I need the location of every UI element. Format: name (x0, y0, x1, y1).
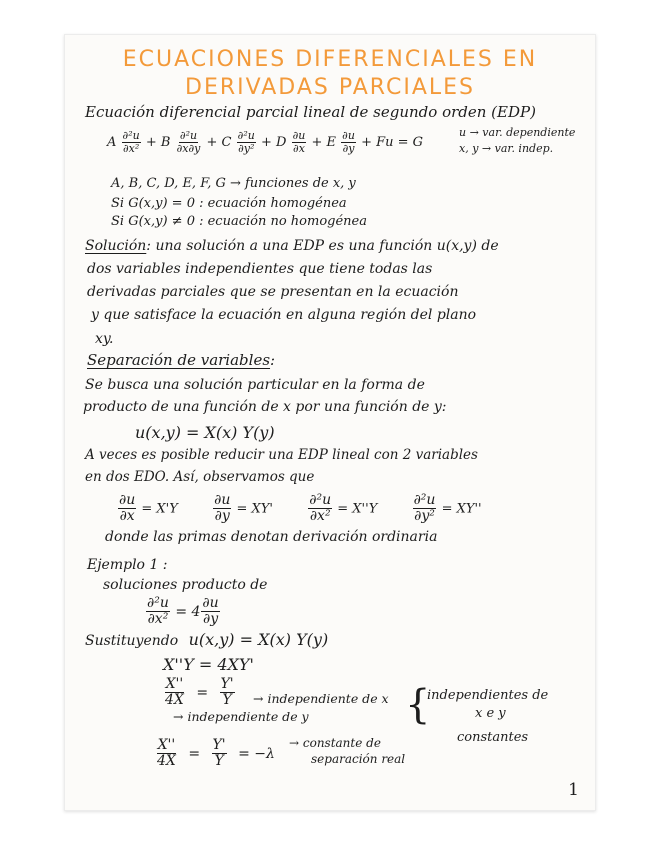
main-equation (107, 130, 423, 155)
solucion-label: Solución (85, 238, 147, 254)
deriv-uxx: $\frac{\text{∂²u}}{\text{∂x²}}$ (309, 492, 332, 525)
fraction-3: $\frac{\text{∂²u}}{\text{∂y²}}$ (237, 129, 255, 156)
deriv-uy: $\frac{\partial u}{\partial y}$ (214, 492, 231, 525)
fraction-1: $\frac{\text{∂²u}}{\text{∂x²}}$ (122, 129, 140, 156)
separacion-heading: Separación de variables: (87, 351, 276, 369)
reduce-text-1: A veces es posible reducir una EDP lineal con 2 variables (85, 447, 478, 463)
fraction-5: $\frac{\partial u}{\partial y}$ (342, 129, 355, 156)
constant-separation-2: separación real (311, 752, 406, 766)
solucion-paragraph-line-5: xy. (95, 331, 114, 347)
separation-equation: $\frac{X''}{4X}$ = $\frac{Y'}{Y}$ = −λ (157, 737, 275, 770)
coef-b: + B (145, 135, 171, 151)
derivatives-row: $\frac{\partial u}{\partial x}$ = X'Y $\frac{\partial u}{\partial y}$ = XY' $\frac{\text{∂²u}}{\text{∂x²}}$ = X''Y $\frac{\text{∂²u}}{\text{∂y²}}$ = XY'' (119, 492, 482, 525)
separacion-text-1: Se busca una solución particular en la forma de (85, 377, 425, 393)
solucion-paragraph-line-3: derivadas parciales que se presentan en la ecuación (87, 284, 459, 300)
substitution-line (85, 632, 328, 648)
ratio-equation: $\frac{X''}{4X}$ = $\frac{Y'}{Y}$ (165, 676, 234, 709)
sust-equation: u(x,y) = X(x) Y(y) (188, 630, 329, 649)
ejemplo-label: Ejemplo 1 : (87, 557, 168, 573)
coef-c: + C (206, 135, 232, 151)
separacion-label: Separación de variables (87, 351, 271, 369)
constant-separation-1: → constante de (289, 736, 381, 750)
functions-line: A, B, C, D, E, F, G → funciones de x, y (111, 176, 356, 191)
coef-d: + D (260, 135, 287, 151)
independent-both-2: x e y (475, 706, 506, 721)
ejemplo-text: soluciones producto de (103, 577, 268, 593)
separacion-text-2: producto de una función de x por una función de y: (83, 399, 447, 415)
fraction-4: $\frac{\partial u}{\partial x}$ (292, 129, 306, 156)
solucion-paragraph-line-2: dos variables independientes que tiene todas las (87, 261, 433, 277)
curly-brace: { (405, 682, 431, 728)
deriv-ux: $\frac{\partial u}{\partial x}$ (119, 492, 136, 525)
sust-label: Sustituyendo (85, 633, 179, 649)
coef-a: A (107, 135, 117, 151)
independent-of-y: → independiente de y (173, 709, 309, 724)
var-note-dependent: u → var. dependiente (459, 126, 576, 139)
constantes-label: constantes (457, 730, 529, 745)
independent-both-1: independientes de (427, 688, 549, 703)
nonhomogeneous-line: Si G(x,y) ≠ 0 : ecuación no homogénea (111, 214, 367, 229)
title-line-1: ECUACIONES DIFERENCIALES EN (122, 47, 538, 72)
edp-heading: Ecuación diferencial parcial lineal de segundo orden (EDP) (85, 103, 536, 121)
ode-equation: X''Y = 4XY' (163, 655, 254, 674)
example-equation: $\frac{\text{∂²u}}{\text{∂x²}}$ = 4 $\frac{\partial u}{\partial y}$ (147, 595, 219, 628)
reduce-text-2: en dos EDO. Así, observamos que (85, 469, 315, 485)
title-line-2: DERIVADAS PARCIALES (185, 75, 475, 100)
product-equation: u(x,y) = X(x) Y(y) (135, 423, 275, 442)
solucion-paragraph-line-4: y que satisface la ecuación en alguna región del plano (91, 307, 477, 323)
notebook-page (64, 34, 596, 811)
var-note-independent: x, y → var. indep. (459, 142, 554, 155)
deriv-uyy: $\frac{\text{∂²u}}{\text{∂y²}}$ (413, 492, 436, 525)
independent-of-x: → independiente de x (253, 691, 389, 706)
primes-text: donde las primas denotan derivación ordinaria (105, 529, 438, 545)
equation-tail: + Fu = G (361, 135, 424, 151)
coef-e: + E (311, 135, 336, 151)
solucion-paragraph-line-1: Solución: una solución a una EDP es una función u(x,y) de (85, 238, 499, 254)
page-number: 1 (568, 780, 579, 800)
homogeneous-line: Si G(x,y) = 0 : ecuación homogénea (111, 196, 347, 211)
fraction-2: $\frac{\text{∂²u}}{\partial x\partial y}$ (176, 129, 201, 156)
